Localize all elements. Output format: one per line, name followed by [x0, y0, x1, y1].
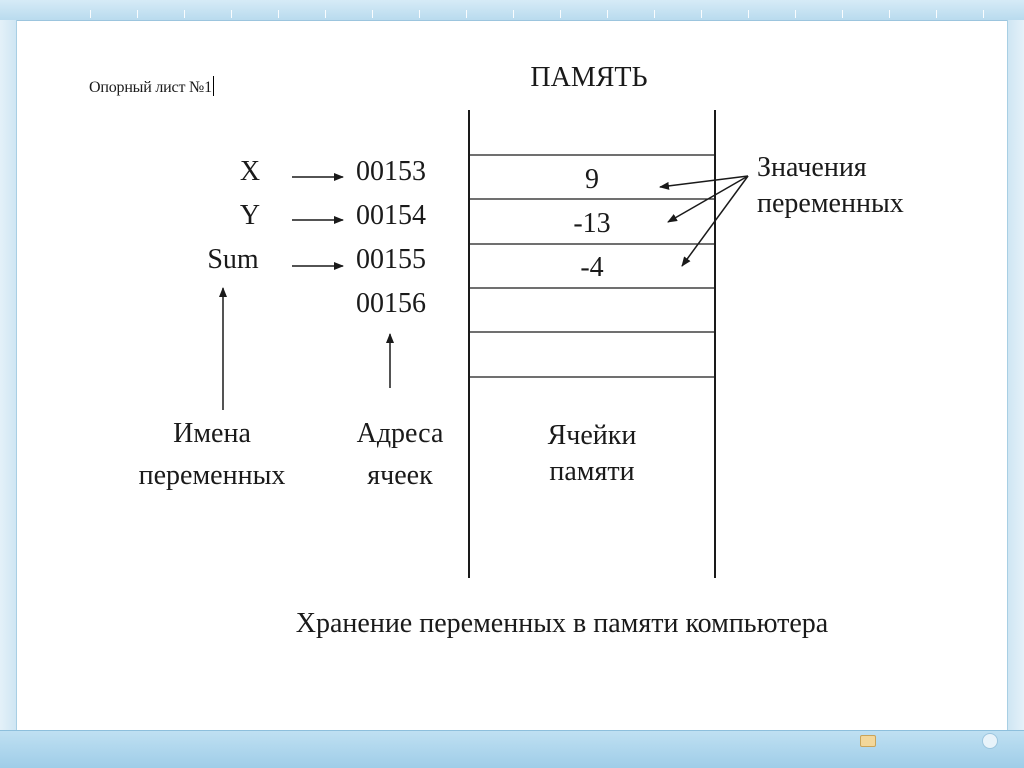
variable-name-y: Y — [239, 200, 261, 231]
cell-address: 00155 — [356, 244, 426, 275]
values-label-arrow — [660, 176, 748, 187]
values-label-line1: Значения — [757, 152, 867, 183]
document-label-text: Опорный лист №1 — [89, 79, 212, 96]
names-label-line2: переменных — [138, 460, 286, 491]
names-label-line1: Имена — [173, 418, 251, 449]
cell-address: 00153 — [356, 156, 426, 187]
addresses-label-line1: Адреса — [356, 418, 444, 449]
addresses-label-line2: ячеек — [367, 460, 433, 491]
cell-address: 00154 — [356, 200, 426, 231]
values-label-line2: переменных — [757, 188, 904, 219]
diagram-caption: Хранение переменных в памяти компьютера — [295, 608, 829, 639]
cells-label-line1: Ячейки — [547, 420, 637, 451]
cell-address: 00156 — [356, 288, 426, 319]
cell-value: -13 — [573, 208, 611, 239]
variable-name-x: X — [239, 156, 261, 187]
cell-value: -4 — [580, 252, 604, 283]
memory-title: ПАМЯТЬ — [530, 62, 648, 93]
cell-value: 9 — [585, 164, 599, 195]
variable-name-sum: Sum — [207, 244, 259, 275]
cells-label-line2: памяти — [549, 456, 635, 487]
